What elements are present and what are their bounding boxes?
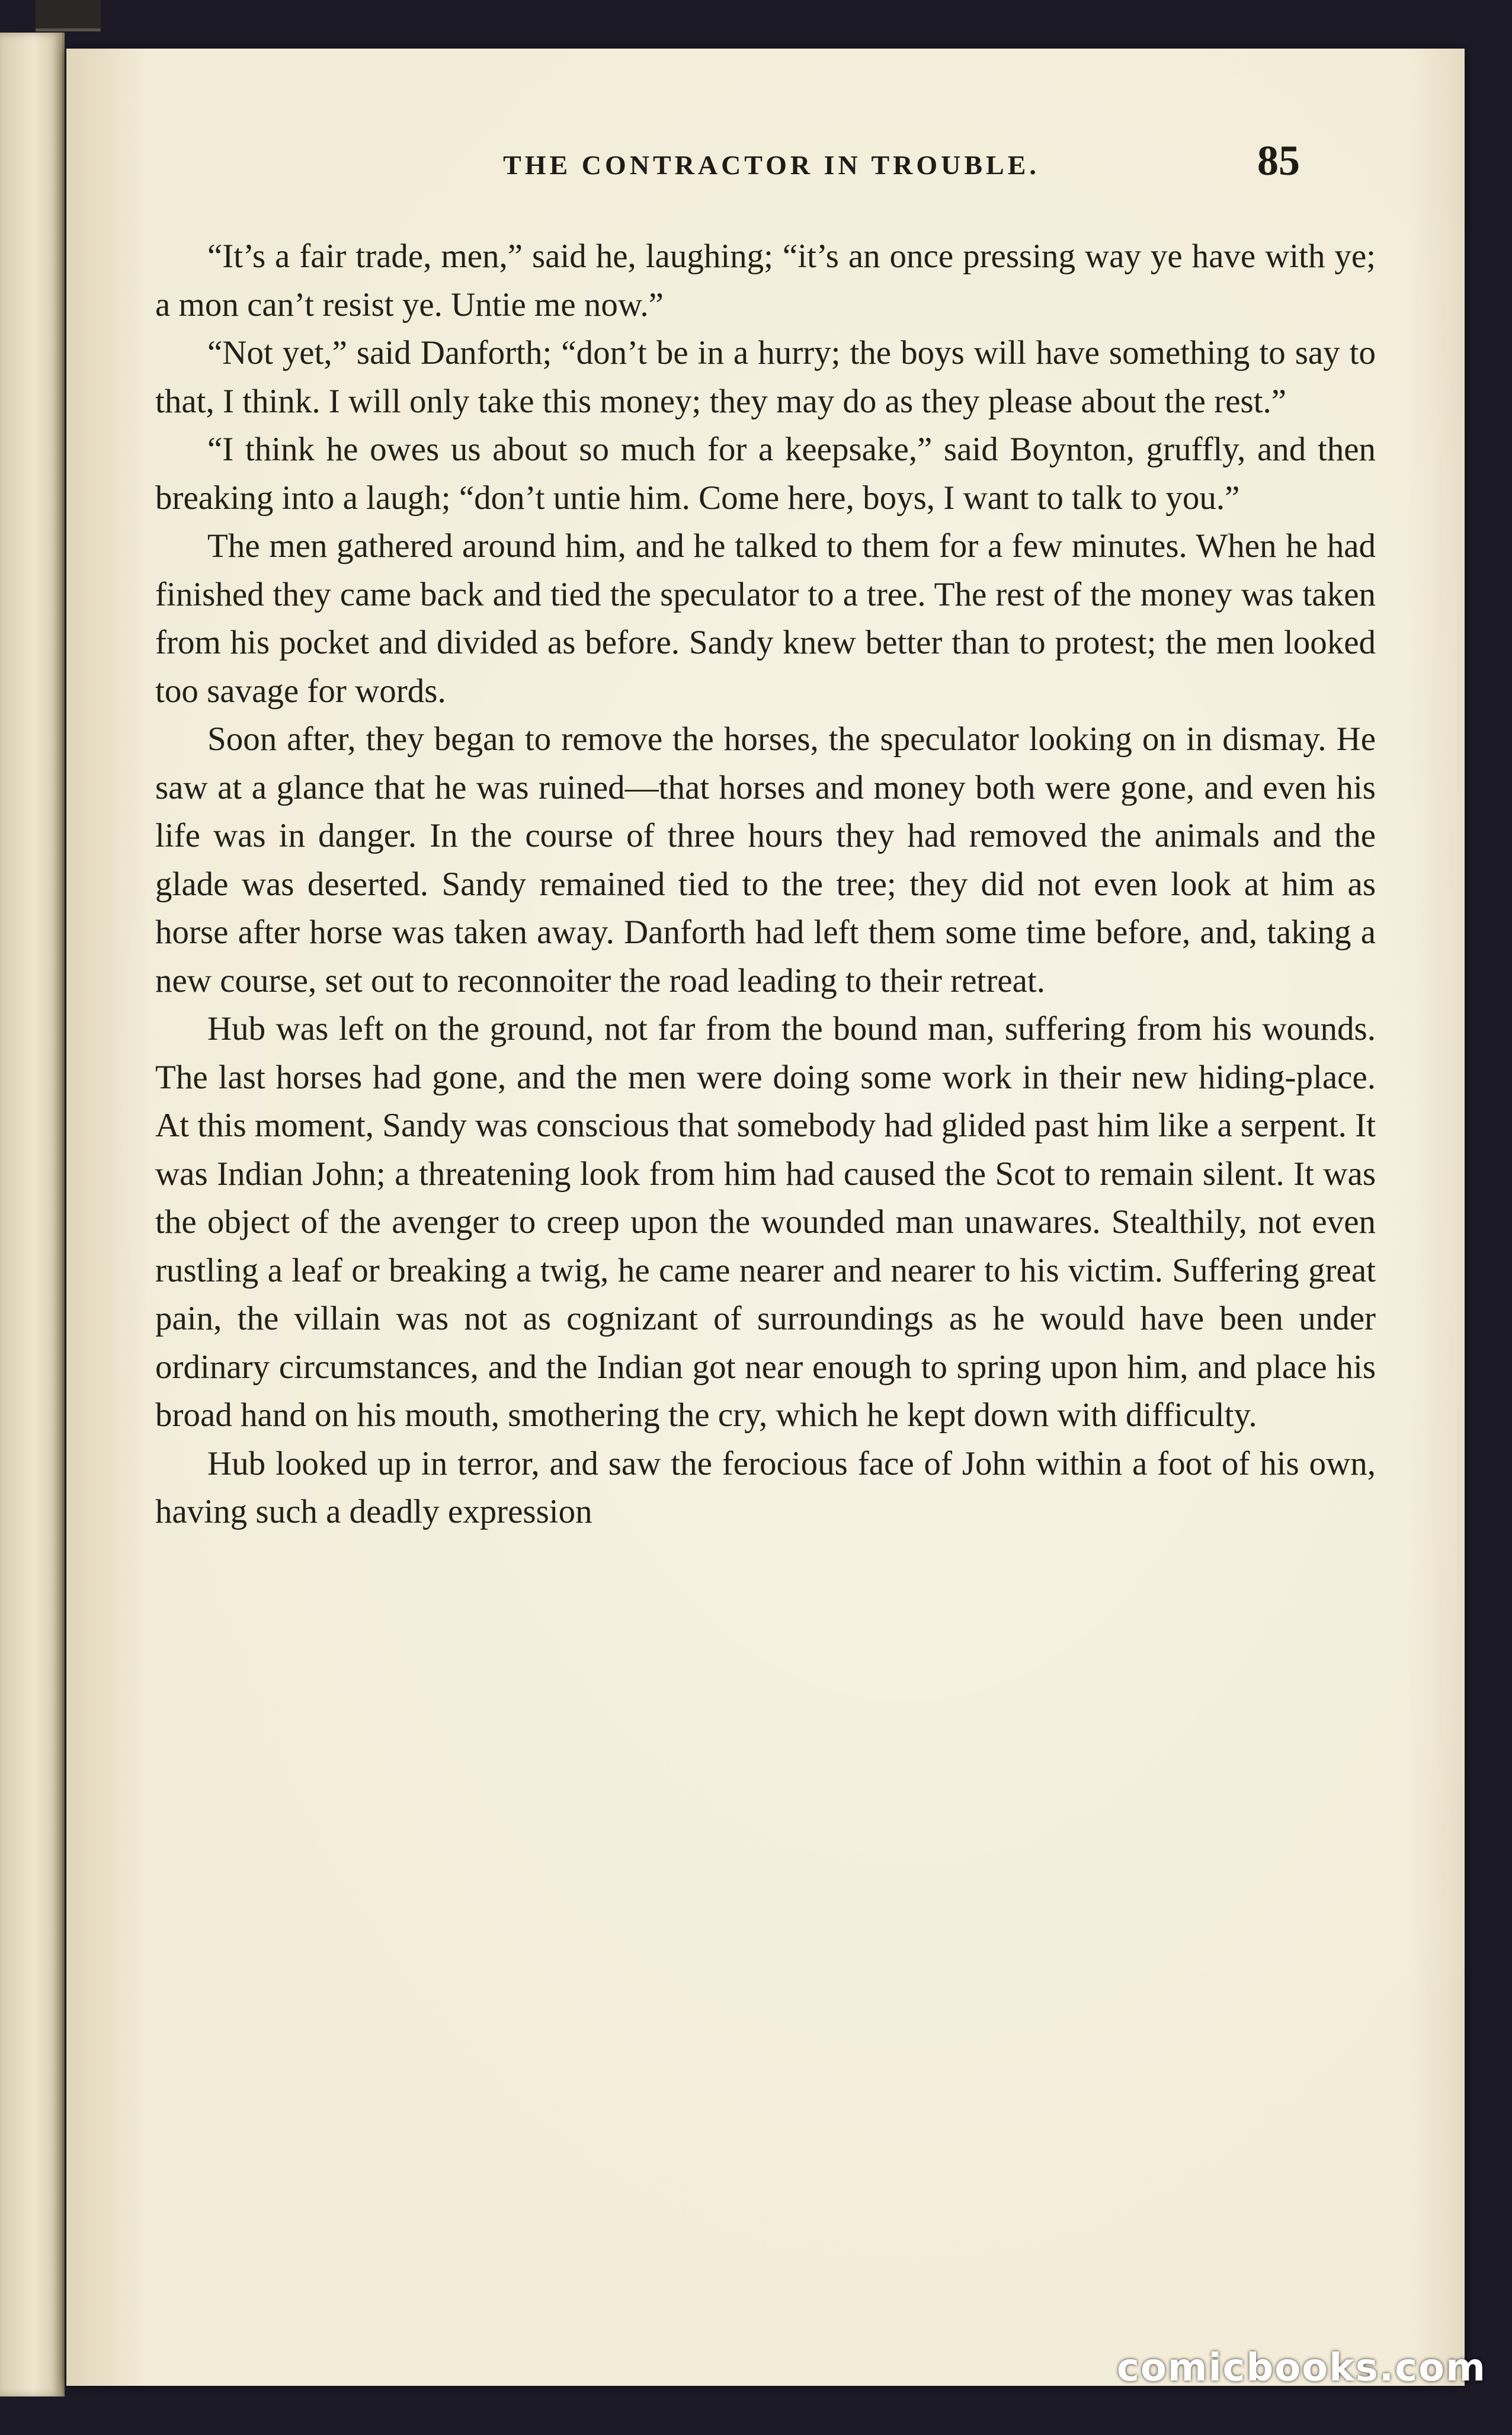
paragraph: The men gathered around him, and he talked to them for a few minutes. When he had finished they came back and tied the speculator to a tree. The rest of the money was taken from his pocket and divided as before. Sandy knew better than to protest; the men looked too savage for words.	[155, 527, 1376, 710]
facing-page-edge	[0, 33, 65, 2396]
paragraph: Hub looked up in terror, and saw the ferocious face of John within a foot of his own, having such a deadly expression	[155, 1444, 1376, 1530]
page-number: 85	[1257, 137, 1300, 184]
book-page	[66, 49, 1465, 2386]
paragraph: “Not yet,” said Danforth; “don’t be in a hurry; the boys will have something to say to that, I think. I will only take this money; they may do as they please about the rest.”	[155, 334, 1376, 420]
paragraph: Soon after, they began to remove the horses, the speculator looking on in dismay. He saw at a glance that he was ruined—that horses and money both were gone, and even his life was in danger. In the course of three hours they had removed the animals and the glade was deserted. Sandy remained tied to the tree; they did not even look at him as horse after horse was taken away. Danforth had left them some time before, and, taking a new course, set out to reconnoiter the road leading to their retreat.	[155, 720, 1376, 999]
paragraph: “It’s a fair trade, men,” said he, laughing; “it’s an once pressing way ye have with ye; a mon can’t resist ye. Untie me now.”	[155, 238, 1376, 323]
paragraph: Hub was left on the ground, not far from the bound man, suffering from his wounds. The last horses had gone, and the men were doing some work in their new hiding-place. At this moment, Sandy was conscious that somebody had glided past him like a serpent. It was Indian John; a threatening look from him had caused the Scot to remain silent. It was the object of the avenger to creep upon the wounded man unawares. Stealthily, not even rustling a leaf or breaking a twig, he came nearer and nearer to his victim. Suffering great pain, the villain was not as cognizant of surroundings as he would have been under ordinary circumstances, and the Indian got near enough to spring upon him, and place his broad hand on his mouth, smothering the cry, which he kept down with difficulty.	[155, 1010, 1376, 1434]
running-head: THE CONTRACTOR IN TROUBLE.	[503, 150, 1040, 180]
paragraph: “I think he owes us about so much for a keepsake,” said Boynton, gruffly, and then breaking into a laugh; “don’t untie him. Come here, boys, I want to talk to you.”	[155, 431, 1376, 517]
source-watermark: comicbooks.com	[1117, 2346, 1487, 2390]
binding-clip	[36, 0, 101, 31]
page-body-text	[155, 232, 1376, 1536]
